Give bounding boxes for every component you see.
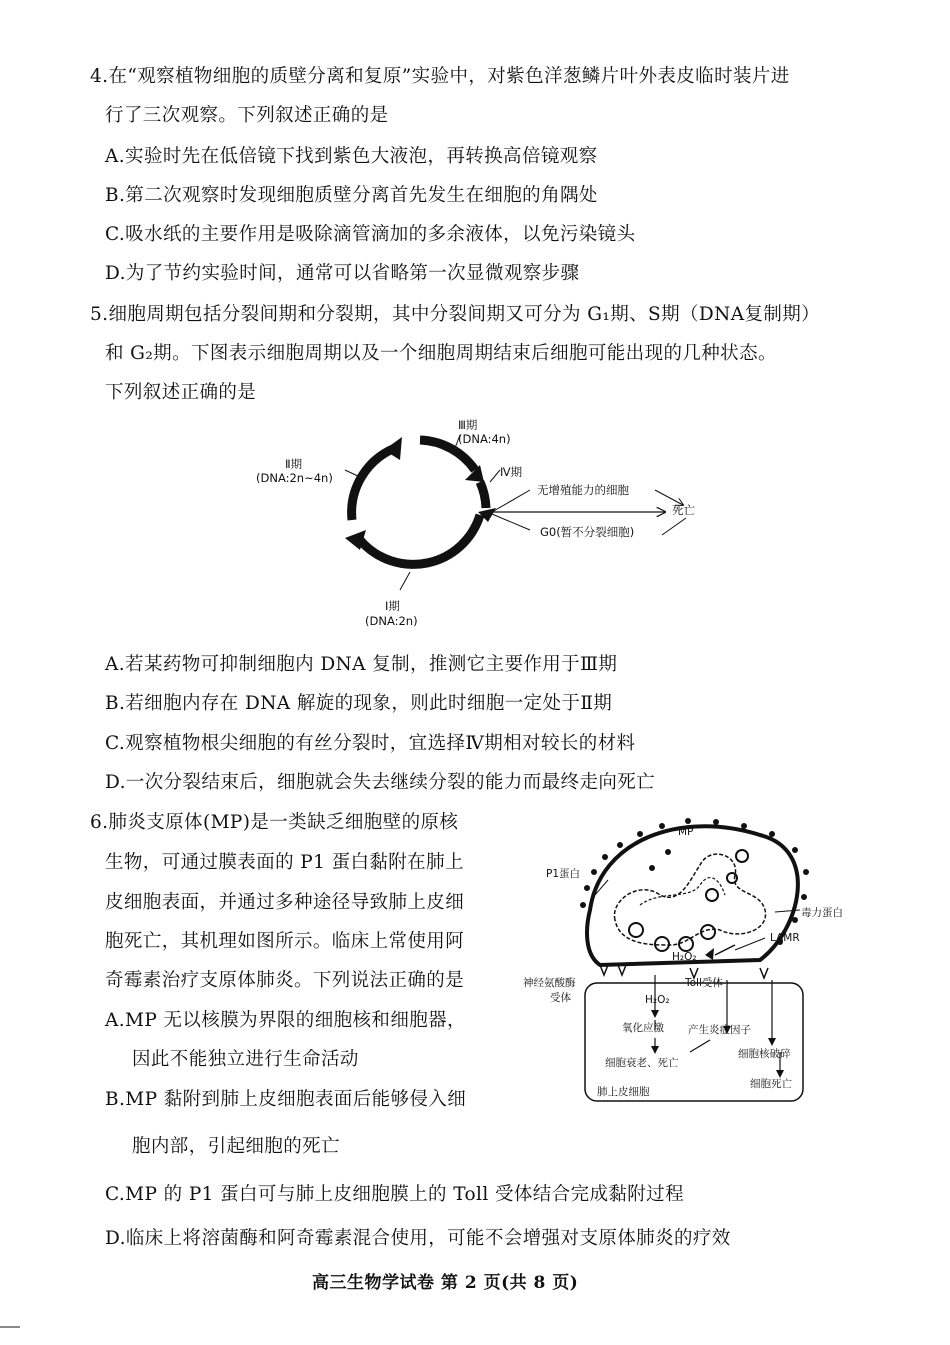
mp-internal-membrane bbox=[614, 854, 765, 945]
q6-option-c: C.MP 的 P1 蛋白可与肺上皮细胞膜上的 Toll 受体结合完成黏附过程 bbox=[105, 1184, 684, 1205]
label-lamr: LAMR bbox=[770, 932, 800, 944]
label-inflammation: 产生炎症因子 bbox=[688, 1024, 751, 1036]
q6-stem-line3: 皮细胞表面，并通过多种途径导致肺上皮细 bbox=[105, 892, 465, 913]
q6-option-d: D.临床上将溶菌酶和阿奇霉素混合使用，可能不会增强对支原体肺炎的疗效 bbox=[105, 1228, 731, 1249]
q6-stem-line1: 6.肺炎支原体(MP)是一类缺乏细胞壁的原核 bbox=[90, 812, 459, 833]
q6-option-a-line2: 因此不能独立进行生命活动 bbox=[132, 1049, 359, 1070]
label-toll: Toll受体 bbox=[685, 977, 723, 989]
label-phase3-dna: (DNA:4n) bbox=[458, 432, 511, 446]
q6-option-b-line1: B.MP 黏附到肺上皮细胞表面后能够侵入细 bbox=[105, 1089, 467, 1110]
q4-stem-line1: 4.在“观察植物细胞的质壁分离和复原”实验中，对紫色洋葱鳞片叶外表皮临时装片进 bbox=[90, 66, 790, 87]
q6-stem-line4: 胞死亡，其机理如图所示。临床上常使用阿 bbox=[105, 931, 465, 952]
page-footer: 高三生物学试卷 第 2 页(共 8 页) bbox=[312, 1273, 579, 1293]
label-phase1: Ⅰ期 bbox=[385, 599, 400, 613]
q4-option-a: A.实验时先在低倍镜下找到紫色大液泡，再转换高倍镜观察 bbox=[105, 146, 598, 167]
q6-stem-line2: 生物，可通过膜表面的 P1 蛋白黏附在肺上 bbox=[105, 852, 464, 873]
label-mp: MP bbox=[678, 826, 694, 838]
label-toxin: 毒力蛋白 bbox=[801, 907, 843, 919]
q5-stem-line3: 下列叙述正确的是 bbox=[105, 382, 257, 403]
label-phase2: Ⅱ期 bbox=[285, 457, 303, 471]
label-h2o2-top: H₂O₂ bbox=[672, 951, 697, 963]
label-h2o2: H₂O₂ bbox=[645, 994, 670, 1006]
label-no-proliferation: 无增殖能力的细胞 bbox=[537, 483, 629, 497]
q6-option-a-line1: A.MP 无以核膜为界限的细胞核和细胞器， bbox=[105, 1010, 466, 1031]
q4-option-c: C.吸水纸的主要作用是吸除滴管滴加的多余液体，以免污染镜头 bbox=[105, 224, 636, 245]
q5-option-a: A.若某药物可抑制细胞内 DNA 复制，推测它主要作用于Ⅲ期 bbox=[105, 654, 618, 675]
label-phase4: Ⅳ期 bbox=[500, 465, 523, 479]
q6-option-b-line2: 胞内部，引起细胞的死亡 bbox=[132, 1136, 340, 1157]
label-death: 死亡 bbox=[672, 503, 695, 517]
q4-option-d: D.为了节约实验时间，通常可以省略第一次显微观察步骤 bbox=[105, 263, 580, 284]
label-nucleus-break: 细胞核破碎 bbox=[738, 1048, 791, 1060]
q5-option-d: D.一次分裂结束后，细胞就会失去继续分裂的能力而最终走向死亡 bbox=[105, 772, 656, 793]
q5-option-b: B.若细胞内存在 DNA 解旋的现象，则此时细胞一定处于Ⅱ期 bbox=[105, 693, 613, 714]
label-p1: P1蛋白 bbox=[546, 868, 581, 880]
label-senescence: 细胞衰老、死亡 bbox=[605, 1057, 679, 1069]
label-phase3: Ⅲ期 bbox=[458, 418, 478, 432]
label-oxidative-stress: 氧化应激 bbox=[622, 1022, 664, 1034]
label-epithelial-cell: 肺上皮细胞 bbox=[597, 1086, 650, 1098]
q4-option-b: B.第二次观察时发现细胞质壁分离首先发生在细胞的角隅处 bbox=[105, 185, 598, 206]
label-receptor: 受体 bbox=[550, 992, 571, 1004]
label-phase2-dna: (DNA:2n~4n) bbox=[256, 471, 333, 485]
q5-option-c: C.观察植物根尖细胞的有丝分裂时，宜选择Ⅳ期相对较长的材料 bbox=[105, 733, 636, 754]
q5-stem-line1: 5.细胞周期包括分裂间期和分裂期，其中分裂间期又可分为 G₁期、S期（DNA复制期） bbox=[90, 304, 821, 325]
q4-stem-line2: 行了三次观察。下列叙述正确的是 bbox=[105, 105, 389, 126]
q5-stem-line2: 和 G₂期。下图表示细胞周期以及一个细胞周期结束后细胞可能出现的几种状态。 bbox=[105, 343, 777, 364]
label-cell-death: 细胞死亡 bbox=[750, 1078, 792, 1090]
q6-stem-line5: 奇霉素治疗支原体肺炎。下列说法正确的是 bbox=[105, 970, 465, 991]
label-neuraminidase: 神经氨酸酶 bbox=[523, 977, 576, 989]
label-g0: G0(暂不分裂细胞) bbox=[540, 525, 635, 539]
label-phase1-dna: (DNA:2n) bbox=[365, 614, 418, 628]
